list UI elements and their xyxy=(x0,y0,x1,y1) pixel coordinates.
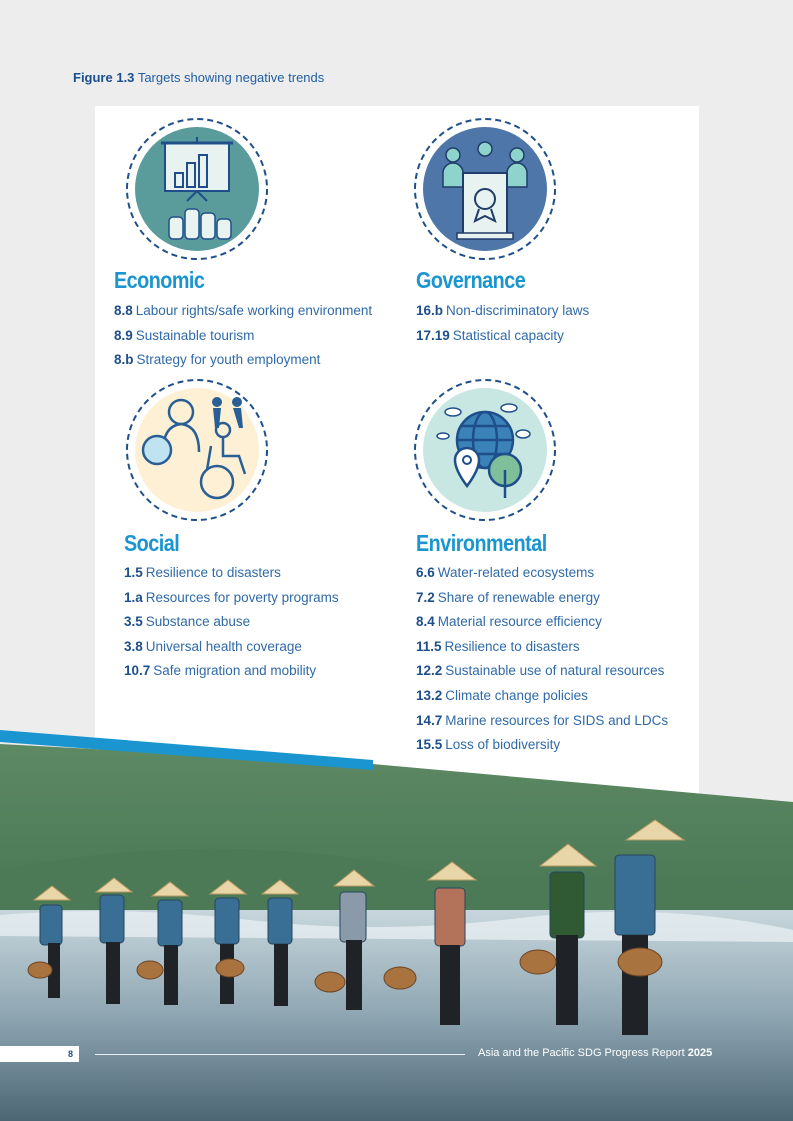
list-item xyxy=(114,302,372,327)
target-code: 16.b xyxy=(416,303,444,318)
list-item xyxy=(416,564,668,589)
list-item xyxy=(124,589,339,614)
target-code: 13.2 xyxy=(416,687,443,703)
target-code: 1.5 xyxy=(124,565,143,580)
target-code: 3.5 xyxy=(124,614,143,630)
chart-coins-icon xyxy=(125,117,269,261)
target-code: 17.19 xyxy=(416,327,450,343)
target-text: Non-discriminatory laws xyxy=(446,303,590,318)
target-text: Marine resources for SIDS and LDCs xyxy=(445,712,669,728)
target-code: 11.5 xyxy=(416,638,442,654)
target-code: 12.2 xyxy=(416,663,443,679)
target-code: 10.7 xyxy=(124,663,151,679)
target-text: Labour rights/safe working environment xyxy=(135,303,373,318)
list-item xyxy=(416,687,668,712)
target-text: Safe migration and mobility xyxy=(153,663,317,679)
list-item xyxy=(124,564,339,589)
list-item xyxy=(416,662,668,687)
target-code: 1.a xyxy=(124,589,143,605)
family-disability-icon xyxy=(125,378,269,522)
target-text: Resilience to disasters xyxy=(145,565,281,580)
economic-targets xyxy=(114,302,372,376)
target-code: 8.9 xyxy=(114,327,133,343)
target-text: Statistical capacity xyxy=(452,327,564,343)
report-year: 2025 xyxy=(687,1047,713,1059)
list-item xyxy=(416,302,589,327)
footer-divider xyxy=(95,1054,465,1055)
target-code: 3.8 xyxy=(124,638,143,654)
target-code: 6.6 xyxy=(416,565,435,580)
target-text: Resilience to disasters xyxy=(444,638,580,654)
list-item xyxy=(416,589,668,614)
target-text: Loss of biodiversity xyxy=(445,737,561,753)
target-text: Material resource efficiency xyxy=(437,614,602,630)
target-code: 15.5 xyxy=(416,737,443,753)
target-code: 8.4 xyxy=(416,614,435,630)
list-item xyxy=(416,613,668,638)
page-number: 8 xyxy=(0,1046,79,1062)
target-text: Sustainable tourism xyxy=(135,327,255,343)
report-title: Asia and the Pacific SDG Progress Report xyxy=(478,1047,685,1059)
globe-tree-icon xyxy=(413,378,557,522)
target-text: Share of renewable energy xyxy=(437,589,600,605)
governance-targets xyxy=(416,302,589,351)
target-code: 8.8 xyxy=(114,303,133,318)
target-code: 14.7 xyxy=(416,712,443,728)
target-code: 8.b xyxy=(114,352,134,368)
target-text: Strategy for youth employment xyxy=(136,352,321,368)
salt-workers-photo xyxy=(0,730,793,1121)
figure-label: Figure 1.3 xyxy=(73,70,135,85)
target-code: 7.2 xyxy=(416,589,435,605)
target-text: Resources for poverty programs xyxy=(145,589,339,605)
figure-title: Targets showing negative trends xyxy=(137,70,325,85)
targets-panel xyxy=(95,106,699,806)
footer-report-title xyxy=(478,1047,712,1059)
list-item xyxy=(114,327,372,352)
economic-title: Economic xyxy=(114,267,205,293)
meeting-certificate-icon xyxy=(413,117,557,261)
social-targets xyxy=(124,564,339,687)
list-item xyxy=(114,351,372,376)
list-item xyxy=(416,638,668,663)
target-text: Water-related ecosystems xyxy=(437,565,595,580)
list-item xyxy=(124,613,339,638)
social-title: Social xyxy=(124,530,180,556)
list-item xyxy=(416,327,589,352)
environmental-title: Environmental xyxy=(416,530,547,556)
list-item xyxy=(124,662,339,687)
target-text: Sustainable use of natural resources xyxy=(445,663,665,679)
target-text: Climate change policies xyxy=(445,687,588,703)
figure-caption xyxy=(73,70,324,85)
governance-title: Governance xyxy=(416,267,526,293)
target-text: Universal health coverage xyxy=(145,638,302,654)
list-item xyxy=(124,638,339,663)
target-text: Substance abuse xyxy=(145,614,251,630)
